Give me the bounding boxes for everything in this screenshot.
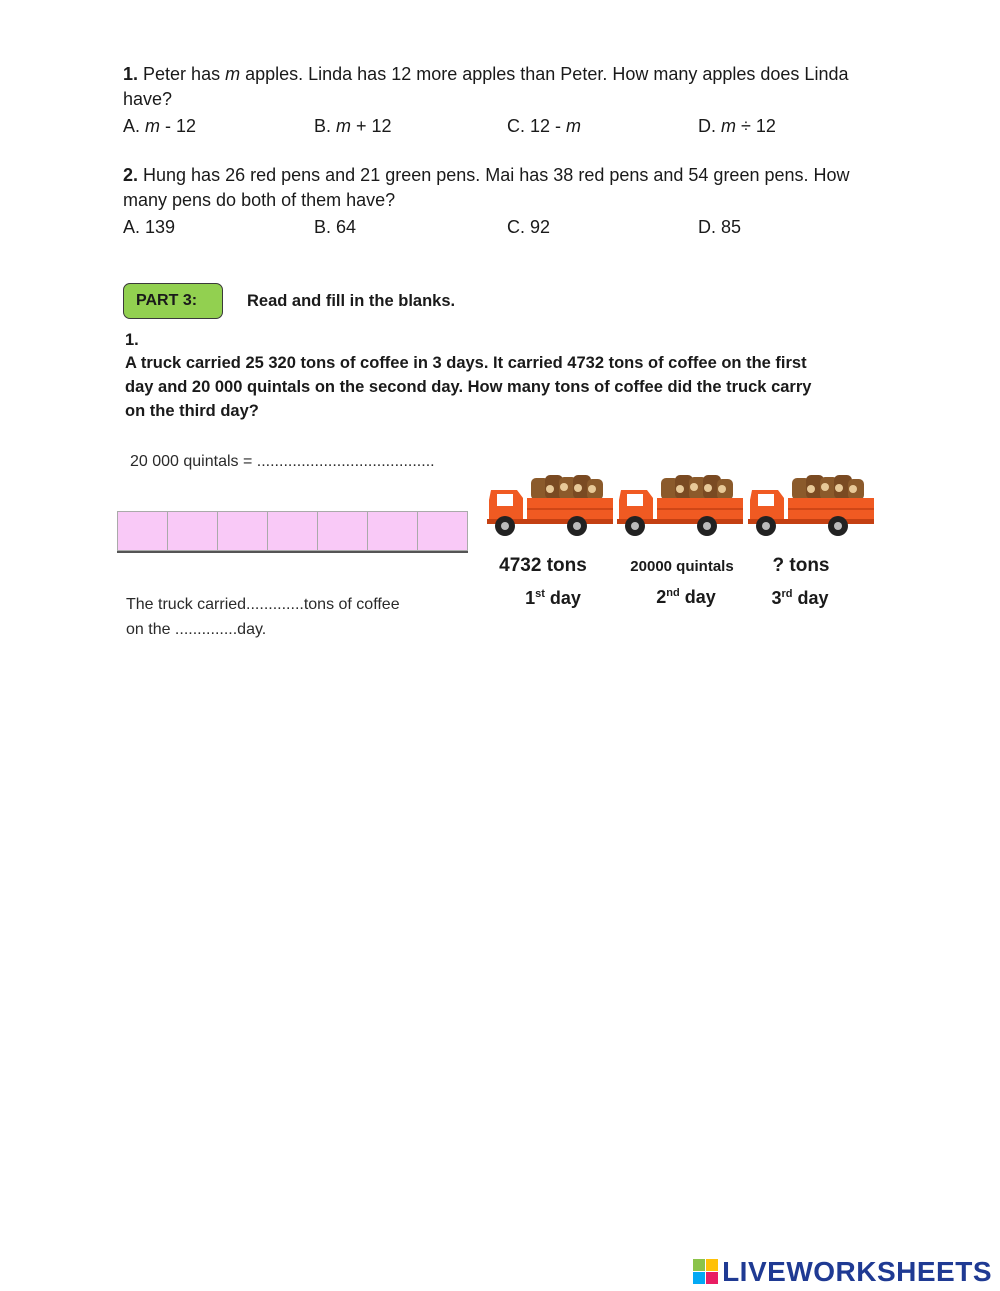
variable: m bbox=[145, 116, 161, 136]
question-number: 1. bbox=[123, 64, 139, 84]
q1-option-d[interactable] bbox=[698, 115, 776, 137]
variable: m bbox=[336, 116, 352, 136]
question-text: Peter has bbox=[143, 64, 226, 84]
answer-cell[interactable] bbox=[417, 511, 468, 551]
question-number: 2. bbox=[123, 165, 139, 185]
q1-option-b[interactable] bbox=[314, 115, 392, 137]
question-1 bbox=[123, 62, 883, 112]
part-3-question-number: 1. bbox=[125, 331, 139, 349]
option-letter: D. bbox=[698, 116, 722, 136]
problem-line-1: A truck carried 25 320 tons of coffee in 3 days. It carried 4732 tons of coffee on the first bbox=[125, 354, 807, 372]
truck-2-day bbox=[631, 587, 741, 608]
option-text: - 12 bbox=[160, 116, 197, 136]
option-letter: A. bbox=[123, 116, 146, 136]
option-letter: B. bbox=[314, 116, 337, 136]
q2-option-b[interactable]: B. 64 bbox=[314, 217, 357, 237]
liveworksheets-logo-icon bbox=[693, 1259, 719, 1285]
q1-option-a[interactable] bbox=[123, 115, 196, 137]
question-text: apples. Linda has 12 more apples than Peter. How many apples does Linda have? bbox=[123, 64, 849, 109]
day-number: 3 bbox=[771, 588, 782, 608]
answer-cell[interactable] bbox=[317, 511, 367, 551]
day-word: day bbox=[679, 587, 716, 607]
truck-icon bbox=[487, 472, 617, 542]
liveworksheets-logo bbox=[693, 1256, 992, 1288]
day-number: 1 bbox=[525, 588, 536, 608]
answer-line-1[interactable]: The truck carried.............tons of coffee bbox=[126, 596, 400, 613]
truck-1-day bbox=[498, 588, 608, 609]
brand-name: LIVEWORKSHEETS bbox=[722, 1256, 992, 1287]
day-word: day bbox=[792, 588, 829, 608]
truck-3-amount: ? tons bbox=[772, 555, 830, 576]
q2-option-a[interactable]: A. 139 bbox=[123, 217, 176, 237]
conversion-blank[interactable]: 20 000 quintals = ........................................ bbox=[130, 453, 435, 470]
answer-cell[interactable] bbox=[167, 511, 217, 551]
question-text: Hung has 26 red pens and 21 green pens. Mai has 38 red pens and 54 green pens. How many pens do both of them have? bbox=[123, 165, 850, 210]
q2-option-c[interactable]: C. 92 bbox=[507, 217, 551, 237]
part-3-badge: PART 3: bbox=[123, 283, 223, 319]
day-number: 2 bbox=[656, 587, 667, 607]
truck-1-amount: 4732 tons bbox=[499, 555, 587, 576]
option-text: + 12 bbox=[351, 116, 392, 136]
question-2 bbox=[123, 163, 883, 213]
variable: m bbox=[225, 64, 241, 84]
answer-cell[interactable] bbox=[267, 511, 317, 551]
option-text: ÷ 12 bbox=[736, 116, 776, 136]
day-suffix: nd bbox=[666, 587, 680, 599]
day-suffix: st bbox=[535, 588, 545, 600]
variable: m bbox=[566, 116, 582, 136]
variable: m bbox=[721, 116, 737, 136]
option-letter: C. 12 - bbox=[507, 116, 567, 136]
part-3-instruction: Read and fill in the blanks. bbox=[247, 292, 456, 310]
truck-icon bbox=[748, 472, 878, 542]
answer-cell[interactable] bbox=[367, 511, 417, 551]
answer-cells bbox=[117, 511, 468, 553]
truck-icon bbox=[617, 472, 747, 542]
day-word: day bbox=[544, 588, 581, 608]
q1-option-c[interactable] bbox=[507, 115, 581, 137]
truck-3-day bbox=[745, 588, 855, 609]
problem-line-2: day and 20 000 quintals on the second day. How many tons of coffee did the truck carry bbox=[125, 378, 812, 396]
answer-cell[interactable] bbox=[117, 511, 167, 551]
q2-option-d[interactable]: D. 85 bbox=[698, 217, 742, 237]
answer-line-2[interactable]: on the ..............day. bbox=[126, 621, 267, 638]
truck-2-amount: 20000 quintals bbox=[630, 558, 734, 575]
answer-cell[interactable] bbox=[217, 511, 267, 551]
problem-line-3: on the third day? bbox=[125, 402, 259, 420]
day-suffix: rd bbox=[781, 588, 793, 600]
